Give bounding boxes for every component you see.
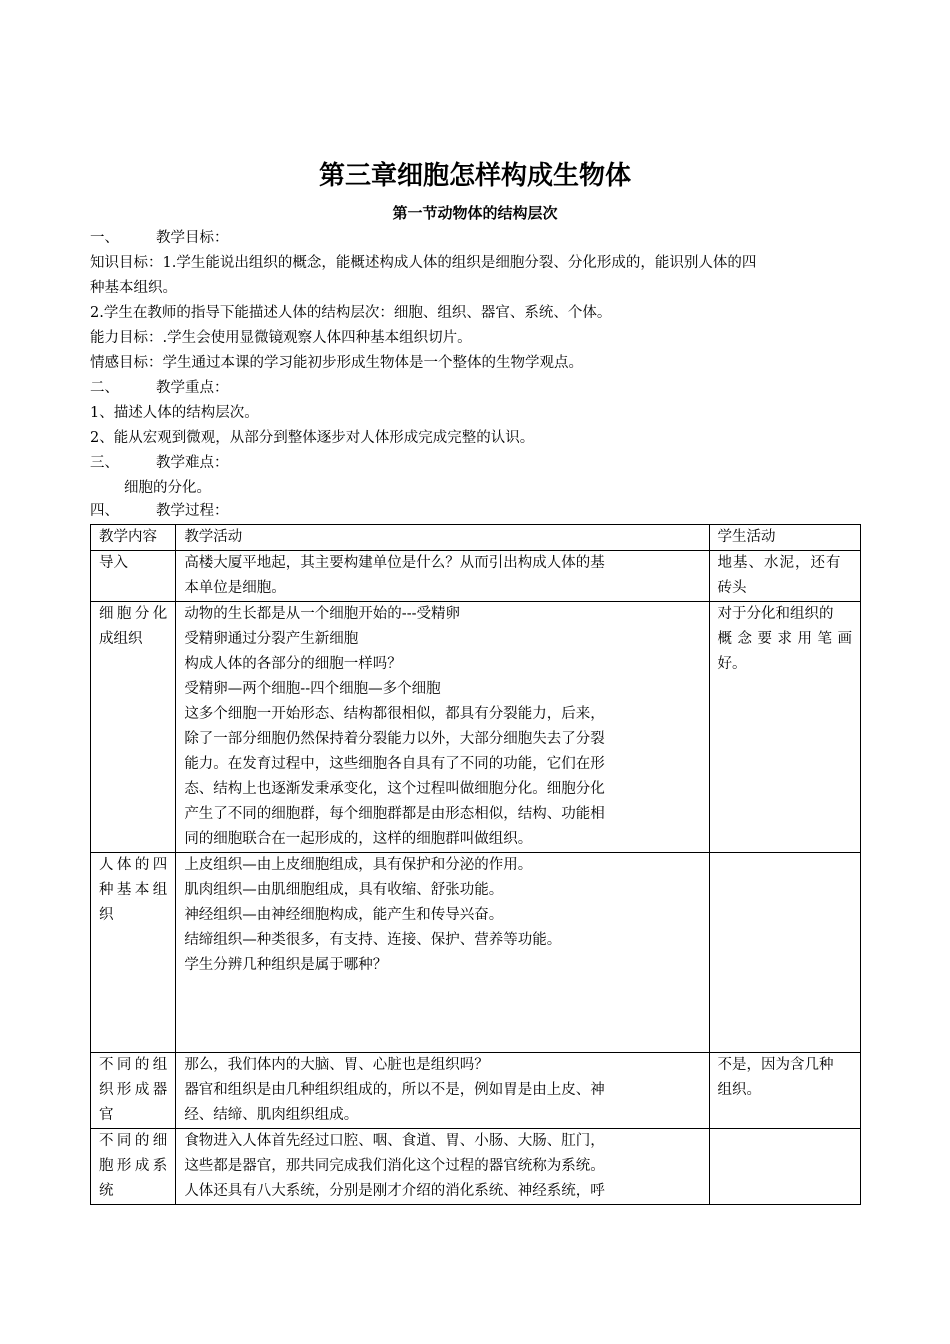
table-row: [91, 1053, 861, 1129]
table-row: [91, 551, 861, 602]
student-line: 不是，因为含几种: [717, 1057, 834, 1073]
activity-line: 构成人体的各部分的细胞一样吗？: [184, 656, 402, 672]
activity-line: 态、结构上也逐渐发秉承变化，这个过程叫做细胞分化。细胞分化: [184, 781, 605, 797]
section-number: 一、: [90, 230, 119, 246]
student-line: 对于分化和组织的: [717, 606, 834, 622]
content-line: 人体的四: [99, 857, 168, 873]
header-cell-student: 学生活动: [709, 525, 860, 551]
table-row: [91, 602, 861, 853]
student-line: 概念要求用笔画: [717, 631, 852, 647]
activity-line: 能力。在发育过程中，这些细胞各自具有了不同的功能，它们在形: [184, 756, 605, 772]
content-line: 织: [99, 907, 114, 923]
header-cell-content: 教学内容: [91, 525, 176, 551]
ability-objective: 能力目标：.学生会使用显微镜观察人体四种基本组织切片。: [90, 330, 472, 346]
activity-line: 器官和组织是由几种组织组成的，所以不是，例如胃是由上皮、神: [184, 1082, 605, 1098]
activity-cell: [176, 551, 709, 602]
student-line: 组织。: [717, 1082, 762, 1098]
document-title: 第三章细胞怎样构成生物体: [318, 161, 631, 191]
activity-line: 人体还具有八大系统，分别是刚才介绍的消化系统、神经系统，呼: [184, 1183, 605, 1199]
key-point-1: 1、描述人体的结构层次。: [90, 405, 259, 421]
student-line: 好。: [717, 656, 747, 672]
activity-line: 本单位是细胞。: [184, 580, 286, 596]
section-label: 教学过程：: [156, 503, 229, 519]
activity-line: 那么，我们体内的大脑、胃、心脏也是组织吗？: [184, 1057, 489, 1073]
table-row: [91, 853, 861, 1053]
document-subtitle: 第一节动物体的结构层次: [392, 204, 558, 222]
content-cell: [91, 551, 176, 602]
section-heading-objectives: [90, 226, 870, 251]
student-cell: [709, 602, 860, 853]
activity-cell: [176, 602, 709, 853]
section-number: 四、: [90, 503, 119, 519]
content-line: 统: [99, 1183, 114, 1199]
content-line: 不同的组: [99, 1057, 168, 1073]
content-line: 种基本组: [99, 882, 168, 898]
activity-line: 经、结缔、肌肉组织组成。: [184, 1107, 359, 1123]
student-cell: [709, 1129, 860, 1205]
activity-line: 学生分辨几种组织是属于哪种？: [184, 957, 388, 973]
teaching-process-table: [90, 524, 861, 1205]
content-cell: [91, 853, 176, 1053]
content-line: 导入: [99, 555, 128, 571]
activity-line: 上皮组织—由上皮细胞组成，具有保护和分泌的作用。: [184, 857, 533, 873]
section-heading-process: [90, 499, 870, 524]
content-line: 不同的细: [99, 1133, 168, 1149]
student-cell: [709, 551, 860, 602]
content-line: 成组织: [99, 631, 143, 647]
header-cell-activity: 教学活动: [176, 525, 709, 551]
activity-line: 除了一部分细胞仍然保持着分裂能力以外，大部分细胞失去了分裂: [184, 731, 605, 747]
activity-line: 高楼大厦平地起，其主要构建单位是什么？从而引出构成人体的基: [184, 555, 605, 571]
content-line: 胞形成系: [99, 1158, 168, 1174]
emotion-objective: 情感目标：学生通过本课的学习能初步形成生物体是一个整体的生物学观点。: [90, 355, 583, 371]
activity-line: 这些都是器官，那共同完成我们消化这个过程的器官统称为系统。: [184, 1158, 605, 1174]
knowledge-objective-line-2: 种基本组织。: [90, 280, 177, 296]
section-label: 教学目标：: [156, 230, 229, 246]
content-cell: [91, 1053, 176, 1129]
content-cell: [91, 602, 176, 853]
section-number: 二、: [90, 380, 119, 396]
student-cell: [709, 853, 860, 1053]
activity-line: 神经组织—由神经细胞构成，能产生和传导兴奋。: [184, 907, 504, 923]
section-heading-difficulty: [90, 451, 870, 476]
section-label: 教学重点：: [156, 380, 229, 396]
key-point-2: 2、能从宏观到微观，从部分到整体逐步对人体形成完成完整的认识。: [90, 430, 535, 446]
activity-line: 食物进入人体首先经过口腔、咽、食道、胃、小肠、大肠、肛门，: [184, 1133, 605, 1149]
activity-cell: [176, 1129, 709, 1205]
student-cell: [709, 1053, 860, 1129]
activity-line: 产生了不同的细胞群，每个细胞群都是由形态相似，结构、功能相: [184, 806, 605, 822]
table-row: [91, 1129, 861, 1205]
activity-line: 肌肉组织—由肌细胞组成，具有收缩、舒张功能。: [184, 882, 504, 898]
activity-line: 结缔组织—种类很多，有支持、连接、保护、营养等功能。: [184, 932, 562, 948]
content-cell: [91, 1129, 176, 1205]
activity-line: 受精卵—两个细胞--四个细胞—多个细胞: [184, 681, 441, 697]
knowledge-objective-2: 2.学生在教师的指导下能描述人体的结构层次：细胞、组织、器官、系统、个体。: [90, 305, 612, 321]
knowledge-objective-line-1: 知识目标：1.学生能说出组织的概念，能概述构成人体的组织是细胞分裂、分化形成的，能识别人体的四: [90, 255, 757, 271]
activity-line: 受精卵通过分裂产生新细胞: [184, 631, 359, 647]
section-heading-key-points: [90, 376, 870, 401]
content-line: 官: [99, 1107, 114, 1123]
table-header-row: [91, 525, 861, 551]
section-label: 教学难点：: [156, 455, 229, 471]
content-line: 织形成器: [99, 1082, 168, 1098]
activity-line: 同的细胞联合在一起形成的，这样的细胞群叫做组织。: [184, 831, 533, 847]
content-line: 细胞分化: [99, 606, 168, 622]
difficulty-text: 细胞的分化。: [124, 480, 211, 496]
activity-cell: [176, 853, 709, 1053]
activity-line: 这多个细胞一开始形态、结构都很相似，都具有分裂能力，后来，: [184, 706, 605, 722]
activity-line: 动物的生长都是从一个细胞开始的---受精卵: [184, 606, 461, 622]
activity-cell: [176, 1053, 709, 1129]
student-line: 地基、水泥，还有: [717, 555, 842, 571]
section-number: 三、: [90, 455, 119, 471]
student-line: 砖头: [717, 580, 747, 596]
